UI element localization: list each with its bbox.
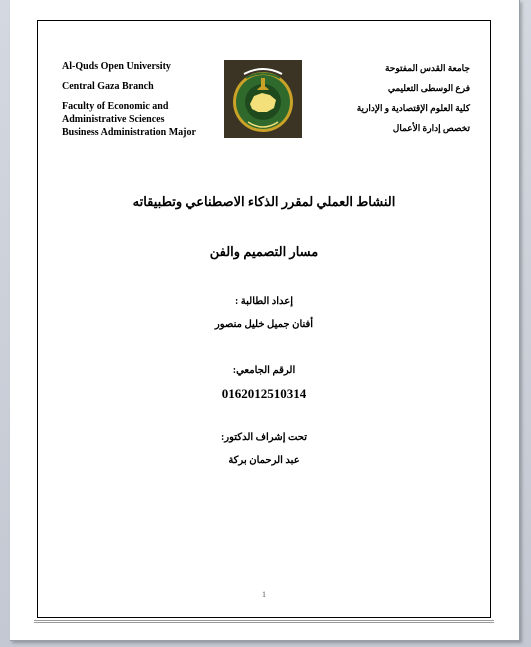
faculty-name-en-line1: Faculty of Economic and <box>62 101 169 112</box>
english-header <box>62 60 242 139</box>
faculty-name-en-line2: Administrative Sciences <box>62 114 165 125</box>
track-title: مسار التصميم والفن <box>209 244 319 259</box>
faculty-name-ar: كلية العلوم الإقتصادية و الإدارية <box>356 103 470 113</box>
major-name-en: Business Administration Major <box>62 127 196 138</box>
page-number: 1 <box>262 590 266 599</box>
university-name-ar: جامعة القدس المفتوحة <box>384 63 470 73</box>
prepared-by-label: إعداد الطالبة : <box>234 296 294 307</box>
branch-name-en: Central Gaza Branch <box>62 81 154 92</box>
supervisor-label: تحت إشراف الدكتور: <box>220 432 308 443</box>
page-border-double-line <box>34 601 494 623</box>
arabic-header <box>290 58 470 138</box>
supervisor-name: عبد الرحمان بركة <box>228 455 300 466</box>
student-id: 0162012510314 <box>221 386 307 401</box>
student-id-label: الرقم الجامعي: <box>232 365 296 376</box>
university-name-en: Al-Quds Open University <box>62 61 171 72</box>
document-title: النشاط العملي لمقرر الذكاء الاصطناعي وتطبيقاته <box>132 194 396 209</box>
document-page[interactable] <box>10 0 520 641</box>
student-name: أفنان جميل خليل منصور <box>214 319 314 330</box>
major-name-ar: تخصص إدارة الأعمال <box>392 123 470 133</box>
branch-name-ar: فرع الوسطى التعليمي <box>387 83 470 93</box>
